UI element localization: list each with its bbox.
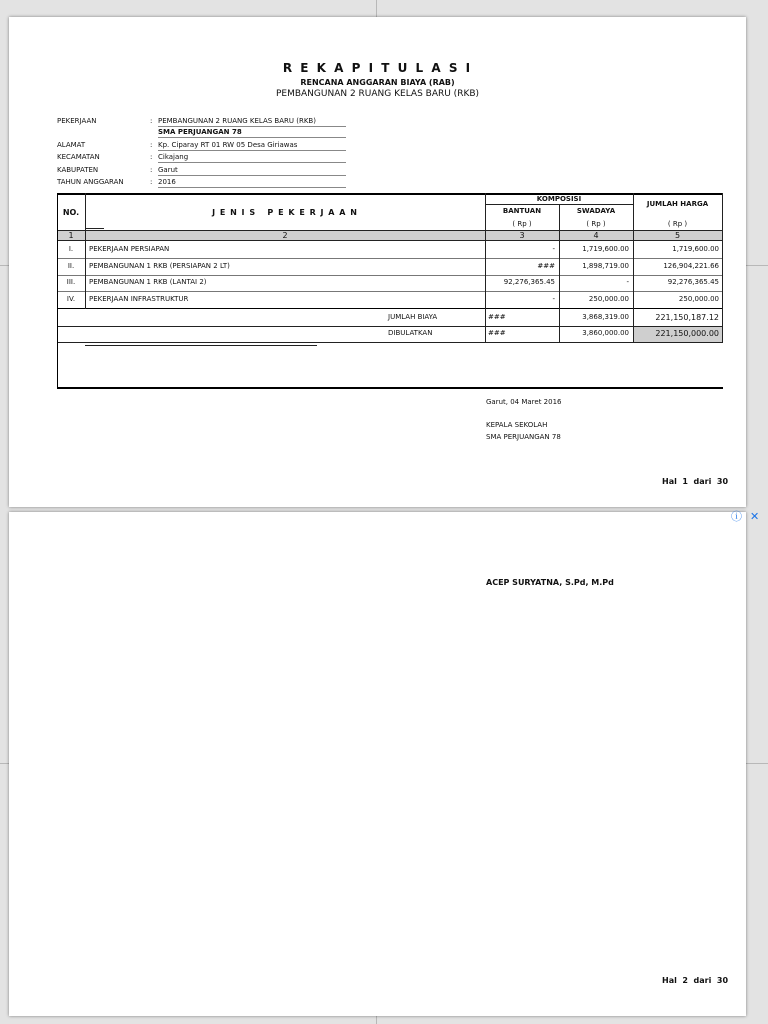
row-jumlah: 126,904,221.66: [663, 262, 719, 270]
alamat-label: ALAMAT: [57, 141, 86, 149]
underline: [158, 187, 346, 188]
table-border-top: [57, 193, 723, 195]
underline: [158, 126, 346, 127]
ad-close-icon[interactable]: ✕: [750, 510, 760, 523]
kecamatan-label: KECAMATAN: [57, 153, 100, 161]
row-desc: PEKERJAAN PERSIAPAN: [89, 245, 170, 253]
kecamatan-value: Cikajang: [158, 153, 189, 161]
jumlah-biaya-total: 221,150,187.12: [655, 313, 719, 322]
table-line: [85, 345, 317, 346]
guide-line: [376, 0, 377, 17]
guide-line: [746, 763, 768, 764]
index-cell: 4: [593, 231, 599, 240]
underline: [158, 162, 346, 163]
jumlah-biaya-bantuan: ###: [488, 313, 506, 321]
table-border-bottom: [57, 387, 723, 389]
header-bantuan: BANTUAN: [502, 207, 542, 215]
colon: :: [150, 117, 153, 125]
table-line: [57, 258, 723, 259]
row-bantuan: -: [552, 295, 555, 303]
dibulatkan-swadaya: 3,860,000.00: [582, 329, 629, 337]
header-swadaya: SWADAYA: [576, 207, 616, 215]
jumlah-biaya-swadaya: 3,868,319.00: [582, 313, 629, 321]
colon: :: [150, 141, 153, 149]
underline: [158, 175, 346, 176]
guide-line: [0, 763, 9, 764]
header-komposisi: KOMPOSISI: [536, 195, 582, 203]
row-no: III.: [66, 278, 76, 286]
row-swadaya: 250,000.00: [588, 295, 629, 303]
colon: :: [150, 166, 153, 174]
dibulatkan-bantuan: ###: [488, 329, 506, 337]
table-line: [57, 275, 723, 276]
pekerjaan-value: PEMBANGUNAN 2 RUANG KELAS BARU (RKB): [158, 117, 316, 125]
header-jenis-pekerjaan: J E N I S P E K E R J A A N: [212, 208, 358, 217]
guide-line: [0, 265, 9, 266]
guide-line: [746, 265, 768, 266]
table-line: [57, 342, 723, 343]
row-no: IV.: [66, 295, 76, 303]
kabupaten-label: KABUPATEN: [57, 166, 99, 174]
table-line: [57, 291, 723, 292]
dibulatkan-label: DIBULATKAN: [388, 329, 433, 337]
row-bantuan: -: [552, 245, 555, 253]
row-desc: PEMBANGUNAN 1 RKB (LANTAI 2): [89, 278, 207, 286]
colon: :: [150, 178, 153, 186]
header-rp: ( Rp ): [667, 220, 688, 228]
header-rp: ( Rp ): [586, 220, 606, 228]
colon: :: [150, 153, 153, 161]
row-jumlah: 250,000.00: [678, 295, 719, 303]
row-bantuan: 92,276,365.45: [503, 278, 555, 286]
row-desc: PEMBANGUNAN 1 RKB (PERSIAPAN 2 LT): [89, 262, 230, 270]
document-page-2: [9, 512, 746, 1016]
document-subtitle-2: PEMBANGUNAN 2 RUANG KELAS BARU (RKB): [275, 89, 480, 99]
index-cell: 5: [674, 231, 681, 240]
row-jumlah: 92,276,365.45: [667, 278, 719, 286]
underline: [158, 137, 346, 138]
table-line: [57, 230, 723, 231]
header-rp: ( Rp ): [512, 220, 532, 228]
table-col-line: [722, 193, 723, 343]
ad-info-icon[interactable]: ⓘ: [731, 510, 742, 523]
table-line: [57, 326, 723, 327]
row-desc: PEKERJAAN INFRASTRUKTUR: [89, 295, 189, 303]
index-cell: 3: [519, 231, 525, 240]
row-swadaya: 1,898,719.00: [582, 262, 629, 270]
signer-role: KEPALA SEKOLAH: [486, 421, 548, 429]
document-page-1: [9, 17, 746, 507]
signer-school: SMA PERJUANGAN 78: [486, 433, 561, 441]
alamat-value: Kp. Ciparay RT 01 RW 05 Desa Giriawas: [158, 141, 298, 149]
row-no: II.: [67, 262, 75, 270]
index-cell: 2: [282, 231, 288, 240]
page-number: Hal 1 dari 30: [662, 477, 729, 486]
row-jumlah: 1,719,600.00: [672, 245, 719, 253]
row-no: I.: [68, 245, 74, 253]
page-number: Hal 2 dari 30: [662, 976, 729, 985]
table-line: [85, 228, 104, 229]
document-subtitle: RENCANA ANGGARAN BIAYA (RAB): [300, 78, 455, 87]
guide-line: [376, 1016, 377, 1024]
row-bantuan: ###: [537, 262, 555, 270]
underline: [158, 150, 346, 151]
header-no: NO.: [62, 208, 80, 217]
header-jumlah-harga: JUMLAH HARGA: [646, 200, 709, 208]
jumlah-biaya-label: JUMLAH BIAYA: [388, 313, 438, 321]
dibulatkan-total: 221,150,000.00: [655, 329, 719, 338]
table-line: [57, 240, 723, 241]
row-swadaya: 1,719,600.00: [582, 245, 629, 253]
index-cell: 1: [68, 231, 74, 240]
pekerjaan-label: PEKERJAAN: [57, 117, 97, 125]
tahun-value: 2016: [158, 178, 176, 186]
signer-name: ACEP SURYATNA, S.Pd, M.Pd: [486, 578, 614, 587]
place-date: Garut, 04 Maret 2016: [486, 398, 562, 406]
table-line: [57, 308, 723, 309]
document-title: R E K A P I T U L A S I: [282, 61, 473, 75]
table-border-left: [57, 193, 58, 389]
pekerjaan-value-2: SMA PERJUANGAN 78: [158, 128, 242, 136]
tahun-label: TAHUN ANGGARAN: [57, 178, 124, 186]
kabupaten-value: Garut: [158, 166, 178, 174]
row-swadaya: -: [626, 278, 629, 286]
